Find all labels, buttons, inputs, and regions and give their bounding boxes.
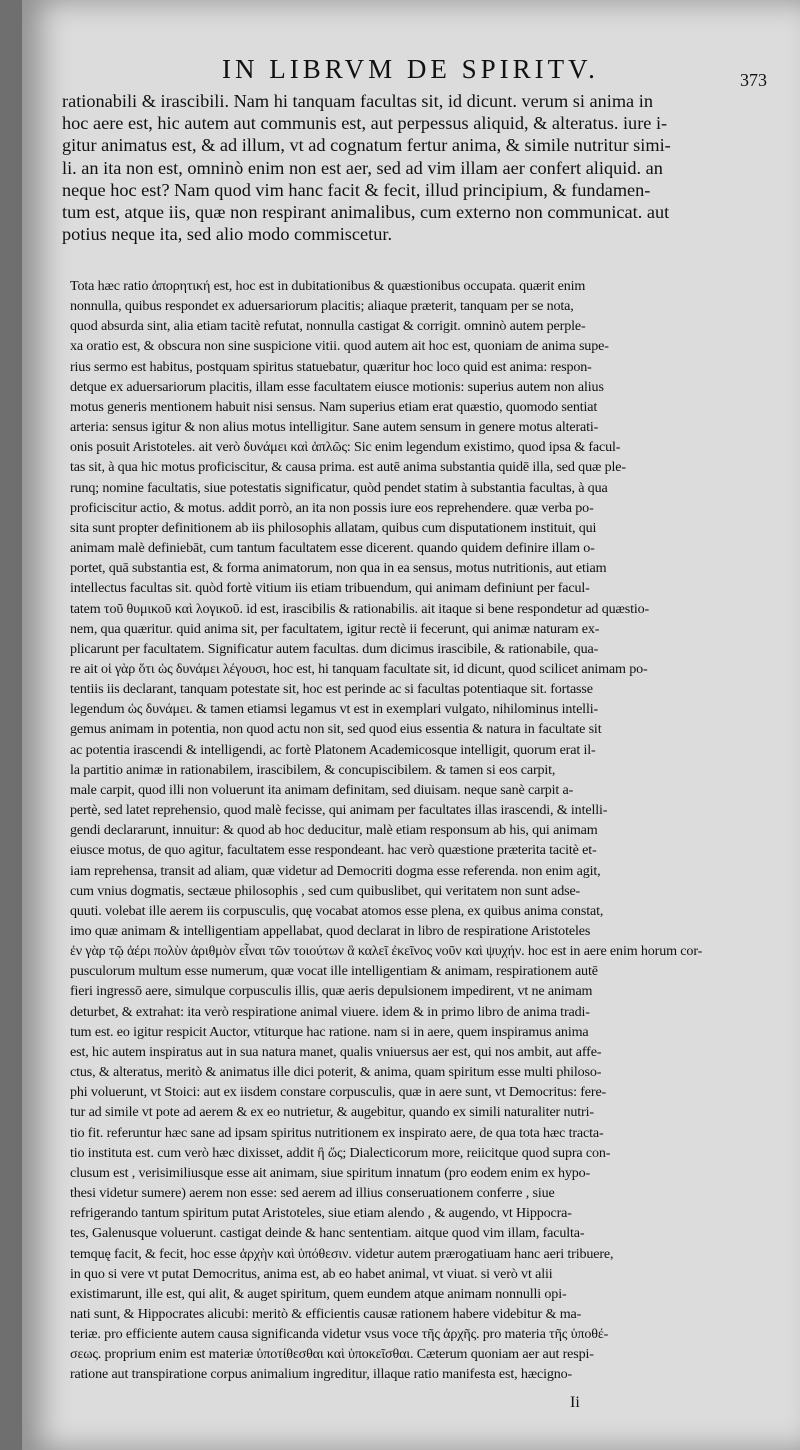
text-line: clusum est , verisimiliusque esse ait animam, siue spiritum innatum (pro eodem enim ex hypo-	[70, 1164, 591, 1181]
text-line: male carpit, quod illi non voluerunt ita animam definitam, sed diuisam. neque sanè carpit a-	[70, 781, 574, 798]
text-line: refrigerando tantum spiritum putat Aristoteles, siue etiam alendo , & augendo, vt Hippocra-	[70, 1205, 572, 1222]
text-line: tum est. eo igitur respicit Auctor, vtiturque hac ratione. nam si in aere, quem inspiramus anima	[70, 1023, 589, 1040]
text-line: pertè, sed latet reprehensio, quod malè fecisse, qui animam per facultates illas irascendi, & intelli-	[70, 802, 608, 819]
text-line: portet, quā substantia est, & forma animatorum, non qua in ea sensus, motus nutritionis, aut etiam	[70, 560, 607, 577]
text-line: tas sit, à qua hic motus proficiscitur, & causa prima. est autē anima substantia quidē illa, sed quæ ple-	[70, 459, 626, 476]
commentary-paragraph	[70, 276, 780, 1385]
text-line: phi voluerunt, vt Stoici: aut ex iisdem constare corpusculis, quæ in aere sunt, vt Democritus: fere-	[70, 1084, 607, 1101]
text-line: proficiscitur actio, & motus. addit porrò, an ita non possis iure eos reprehendere. quæ verba po-	[70, 499, 594, 516]
text-line: gendi declararunt, innuitur: & quod ab hoc deducitur, malè etiam responsum ab his, qui animam	[70, 822, 598, 839]
text-line: tio fit. referuntur hæc sane ad ipsam spiritus nutritionem ex inspirato aere, de qua tota hæc tracta-	[70, 1124, 604, 1141]
text-line: nati sunt, & Hippocrates alicubi: meritò & efficientis causæ rationem habere videbitur & ma-	[70, 1305, 582, 1322]
text-line: tum est, atque iis, quæ non respirant animalibus, cum externo non communicat. aut	[62, 202, 670, 223]
page-number: 373	[740, 70, 767, 90]
text-line: imo quæ animam & intelligentiam appellabat, quod declarat in libro de respiratione Aristoteles	[70, 923, 591, 939]
text-line: nem, qua quæritur. quid anima sit, per facultatem, igitur rectè ii fecerunt, qui animæ naturam ex-	[70, 620, 600, 637]
text-line: thesi videtur sumere) aerem non esse: sed aerem ad illius conseruationem conferre , siue	[70, 1185, 555, 1202]
text-line: runq; nomine facultatis, siue potestatis significatur, quòd pendet statim à substantia facultas, à qua	[70, 479, 608, 496]
text-line: rationabili & irascibili. Nam hi tanquam facultas sit, id dicunt. verum si anima in	[62, 91, 653, 111]
text-line: xa oratio est, & obscura non sine suspicione vitii. quod autem ait hoc est, quoniam de anima supe-	[70, 338, 609, 355]
text-line: tatem τοῦ θυμικοῦ καὶ λογικοῦ. id est, irascibilis & rationabilis. ait itaque si bene respondetur ad quæstio-	[70, 600, 650, 617]
text-line: teriæ. pro efficiente autem causa significanda videtur vsus voce τῆς ἀρχῆς. pro materia τῆς ὑποθέ-	[70, 1326, 609, 1343]
top-paragraph	[62, 90, 780, 245]
page-title: IN LIBRVM DE SPIRITV.	[222, 54, 599, 84]
text-line: nonnulla, quibus respondet ex aduersariorum placitis; aliaque præterit, tanquam per se nota,	[70, 298, 574, 315]
text-line: fieri ingressō aere, simulque corpusculis illis, quæ aeris depulsionem impedirent, vt ne animam	[70, 983, 593, 1000]
text-line: rius sermo est habitus, postquam spiritus statuebatur, quæritur hoc loco quid est anima: respon-	[70, 358, 592, 375]
text-line: quod absurda sint, alia etiam tacitè refutat, nonnulla castigat & corrigit. omninò autem perple-	[70, 318, 586, 335]
text-line: temquę facit, & fecit, hoc esse ἀρχὴν καὶ ὑπόθεσιν. videtur autem prærogatiuam hanc aeri tribuere,	[70, 1245, 614, 1262]
text-line: ac potentia irascendi & intelligendi, ac fortè Platonem Academicosque intelligit, quorum erat il-	[70, 741, 596, 758]
text-line: motus generis mentionem habuit nisi sensus. Nam superius etiam erat quæstio, quomodo sentiat	[70, 398, 598, 415]
text-line: detque ex aduersariorum placitis, illam esse facultatem eiusce motionis: superius autem non alius	[70, 378, 604, 395]
text-line: ctus, & alteratus, meritò & animatus ille dici poterit, & anima, quam spiritum esse multi philoso-	[70, 1064, 602, 1081]
text-line: li. an ita non est, omninò enim non est aer, sed ad vim illam aer confert aliquid. an	[62, 157, 663, 178]
book-page	[22, 0, 800, 1450]
text-line: la partitio animæ in rationabilem, irascibilem, & concupiscibilem. & tamen si eos carpit,	[70, 761, 556, 778]
signature-mark: Ii	[570, 1394, 580, 1411]
text-line: quuti. volebat ille aerem iis corpusculis, quę vocabat atomos esse plena, ex quibus anima constat,	[70, 902, 604, 919]
text-line: tio instituta est. cum verò hæc dixisset, addit ἢ ὥς; Dialecticorum more, reiicitque quod supra con-	[70, 1144, 611, 1161]
text-line: cum vnius dogmatis, sectæue philosophis , sed cum quibuslibet, qui veritatem non sunt adse-	[70, 882, 581, 899]
text-line: ratione aut transpiratione corpus animalium ingreditur, illaque ratio manifesta est, hæcigno-	[70, 1366, 573, 1383]
text-line: sita sunt propter definitionem ab iis philosophis allatam, quibus cum disputationem instituit, qui	[70, 519, 597, 536]
text-line: pusculorum multum esse numerum, quæ vocat ille intelligentiam & animam, respirationem autē	[70, 963, 598, 980]
text-line: hoc aere est, hic autem aut communis est, aut perpessus aliquid, & alteratus. iure i-	[62, 113, 668, 134]
text-line: neque hoc est? Nam quod vim hanc facit & fecit, illud principium, & fundamen-	[62, 179, 651, 200]
text-line: re ait οἱ γὰρ ὅτι ὡς δυνάμει λέγουσι, hoc est, hi tanquam facultate sit, id dicunt, quod scilicet animam po-	[70, 660, 648, 677]
text-line: onis posuit Aristoteles. ait verò δυνάμει καὶ ἁπλῶς: Sic enim legendum existimo, quod ipsa & facul-	[70, 439, 621, 456]
text-line: gitur animatus est, & ad illum, vt ad cognatum fertur anima, & simile nutritur simi-	[62, 135, 671, 156]
text-line: est, hic autem inspiratus aut in sua natura manet, qualis vniuersus aer est, qui nos ambit, aut affe-	[70, 1043, 602, 1060]
text-line: gemus animam in potentia, non quod actu non sit, sed quod eius essentia & natura in facultate sit	[70, 721, 602, 738]
text-line: intellectus facultas sit. quòd fortè vitium iis etiam tribuendum, qui animam definiunt per facul-	[70, 580, 590, 597]
text-line: legendum ὡς δυνάμει. & tamen etiamsi legamus vt est in exemplari vulgato, nihilominus intelli-	[70, 701, 599, 718]
text-line: Tota hæc ratio ἀπορητική est, hoc est in dubitationibus & quæstionibus occupata. quærit enim	[70, 278, 586, 294]
text-line: eiusce motus, de quo agitur, facultatem esse respondeant. hac verò quæstione præterita tacitè et-	[70, 842, 597, 859]
text-line: plicarunt per facultatem. Significatur autem facultas. dum dicimus irascibile, & rationabile, qua-	[70, 640, 599, 657]
text-line: ἐν γὰρ τῷ ἀέρι πολὺν ἀριθμὸν εἶναι τῶν τοιούτων ἃ καλεῖ ἐκεῖνος νοῦν καὶ ψυχήν. hoc est in aere enim horum cor-	[70, 943, 703, 960]
text-line: arteria: sensus igitur & non alius motus intelligitur. Sane autem sensum in genere motus alterati-	[70, 419, 599, 436]
text-line: potius neque ita, sed alio modo commiscetur.	[62, 224, 393, 245]
text-line: tentiis iis declarant, tanquam potestate sit, hoc est perinde ac si facultas potentiaque sit. fortasse	[70, 681, 593, 698]
text-line: animam malè definiebāt, cum tantum facultatem esse dicerent. quando quidem definire illam o-	[70, 540, 595, 557]
text-line: σεως. proprium enim est materiæ ὑποτίθεσθαι καὶ ὑποκεῖσθαι. Cæterum quoniam aer aut respi-	[70, 1346, 594, 1363]
text-line: existimarunt, ille est, qui alit, & auget spiritum, quem eundem atque animam nonnulli opi-	[70, 1285, 567, 1302]
text-line: tes, Galenusque voluerunt. castigat deinde & hanc sententiam. aitque quod vim illam, faculta-	[70, 1225, 585, 1242]
text-line: in quo si vere vt putat Democritus, anima est, ab eo habet animal, vt viuat. si verò vt alii	[70, 1265, 553, 1282]
text-line: tur ad simile vt pote ad aerem & ex eo nutrietur, & augebitur, quando ex simili naturaliter nutri-	[70, 1104, 594, 1121]
text-line: deturbet, & extrahat: ita verò respiratione animal viuere. idem & in primo libro de anima tradi-	[70, 1003, 590, 1020]
text-line: iam reprehensa, transit ad aliam, quæ videtur ad Democriti dogma esse referenda. non enim agit,	[70, 862, 601, 879]
running-head	[22, 54, 800, 94]
